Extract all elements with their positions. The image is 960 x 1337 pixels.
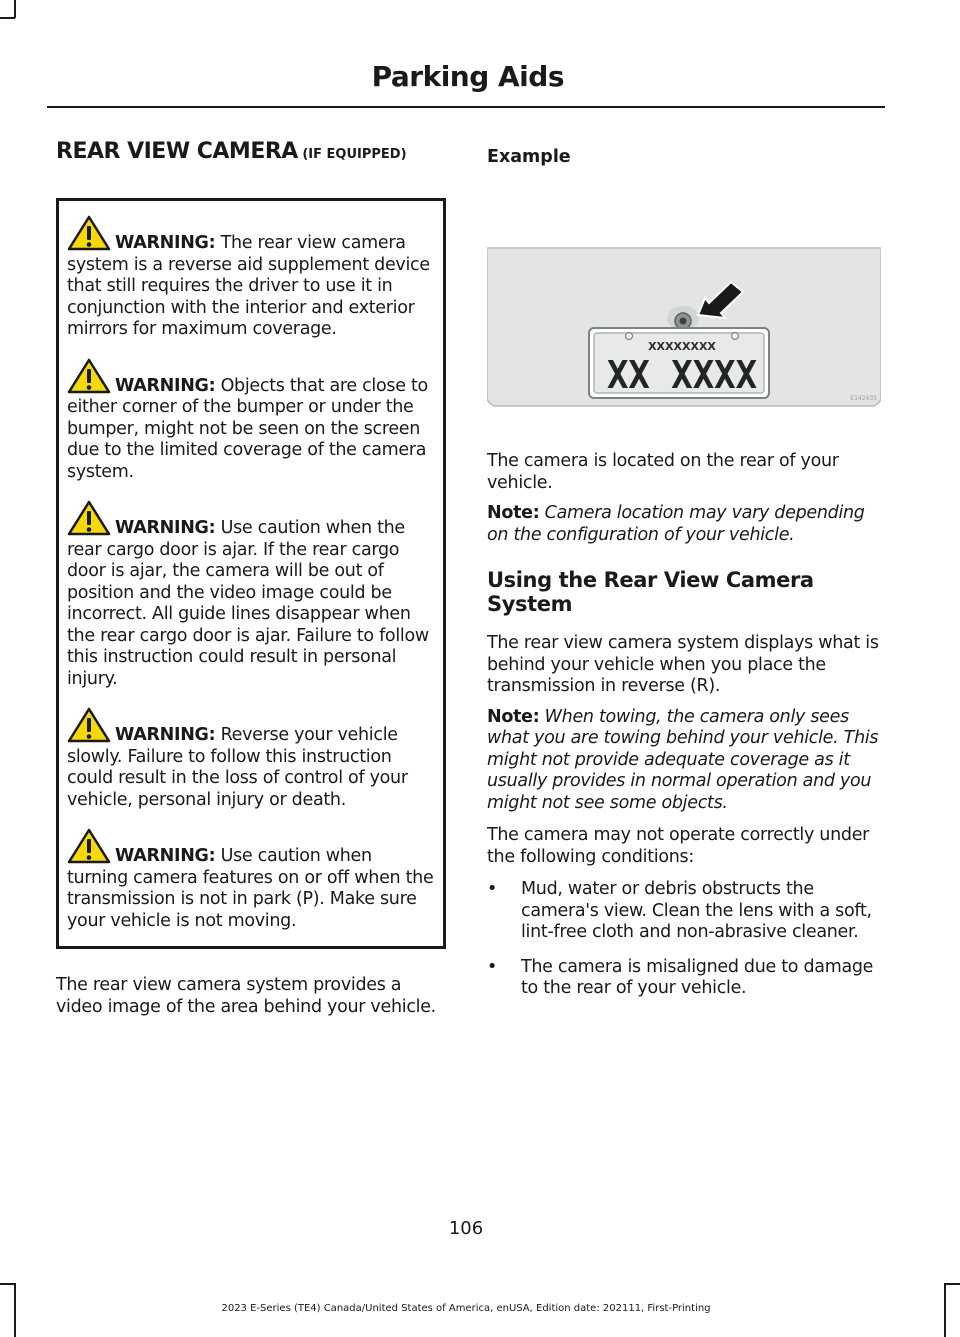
conditions-intro: The camera may not operate correctly under the following conditions: (487, 825, 870, 867)
warning-label: WARNING: (115, 846, 216, 867)
warning-item (67, 500, 435, 690)
intro-paragraph: The rear view camera system provides a video image of the area behind your vehicle. (56, 975, 436, 1017)
note-text: Camera location may vary depending on the configuration of your vehicle. (487, 503, 865, 545)
plate-top-text: XXXXXXXX (648, 340, 716, 353)
warning-item (67, 828, 435, 932)
note-towing (487, 707, 881, 815)
warning-text: Use caution when turning camera features on or off when the transmission is not in park (P). Make sure your vehicle is not moving. (67, 846, 434, 931)
warning-text: Use caution when the rear cargo door is ajar. If the rear cargo door is ajar, the camera will be out of position and the video image could be incorrect. All guide lines disappear when the rear cargo door is ajar. Failure to follow this instruction could result in personal injury. (67, 518, 429, 689)
warning-label: WARNING: (115, 518, 216, 539)
location-paragraph: The camera is located on the rear of your vehicle. (487, 451, 839, 493)
section-qualifier: (IF EQUIPPED) (297, 147, 407, 162)
bullet: • (487, 956, 498, 977)
plate-main-text: XX XXXX (607, 353, 758, 397)
note-label: Note: (487, 503, 540, 523)
conditions-list (487, 879, 881, 1000)
crop-mark (14, 0, 16, 18)
warning-label: WARNING: (115, 375, 216, 396)
header-divider (47, 106, 885, 108)
warning-triangle-icon (67, 500, 111, 536)
warning-text: The rear view camera system is a reverse aid supplement device that still requires the driver to use it in conjunction with the interior and exterior mirrors for maximum coverage. (67, 233, 430, 340)
warning-text: Reverse your vehicle slowly. Failure to follow this instruction could result in the loss of control of your vehicle, personal injury or death. (67, 725, 408, 810)
list-item-text: Mud, water or debris obstructs the camera's view. Clean the lens with a soft, lint-free cloth and non-abrasive cleaner. (521, 879, 872, 942)
warning-item (67, 707, 435, 811)
crop-mark (0, 1283, 15, 1285)
crop-mark (944, 1283, 946, 1337)
image-code: E142435 (850, 395, 877, 402)
list-item-text: The camera is misaligned due to damage to the rear of your vehicle. (521, 956, 874, 998)
page-title: Parking Aids (371, 60, 564, 93)
warning-triangle-icon (67, 358, 111, 394)
warning-box (56, 198, 446, 949)
warning-label: WARNING: (115, 233, 216, 254)
page-number: 106 (448, 1218, 484, 1239)
section-title-text: REAR VIEW CAMERA (56, 139, 298, 164)
note-text: When towing, the camera only sees what you are towing behind your vehicle. This might not provide adequate coverage as it usually provides in normal operation and you might not see some objects. (487, 706, 879, 813)
left-column (56, 140, 446, 1018)
camera-location-illustration (487, 200, 881, 410)
crop-mark (945, 1283, 960, 1285)
warning-item (67, 358, 435, 484)
list-item (487, 879, 881, 944)
crop-mark (0, 17, 15, 19)
note-camera-location (487, 503, 881, 546)
right-column (487, 140, 881, 1013)
list-item (487, 957, 881, 1000)
footer: 2023 E-Series (TE4) Canada/United States of America, enUSA, Edition date: 202111, First-Printing (221, 1303, 711, 1314)
warning-label: WARNING: (115, 725, 216, 746)
example-label: Example (487, 147, 571, 167)
warning-item (67, 215, 435, 341)
warning-text: Objects that are close to either corner of the bumper or under the bumper, might not be seen on the screen due to the limited coverage of the camera system. (67, 375, 428, 482)
using-paragraph: The rear view camera system displays what is behind your vehicle when you place the transmission in reverse (R). (487, 633, 879, 696)
bullet: • (487, 879, 498, 899)
section-title (56, 140, 446, 164)
subheading: Using the Rear View Camera System (487, 568, 814, 616)
warning-triangle-icon (67, 707, 111, 743)
note-label: Note: (487, 706, 540, 727)
warning-triangle-icon (67, 215, 111, 251)
warning-triangle-icon (67, 828, 111, 864)
